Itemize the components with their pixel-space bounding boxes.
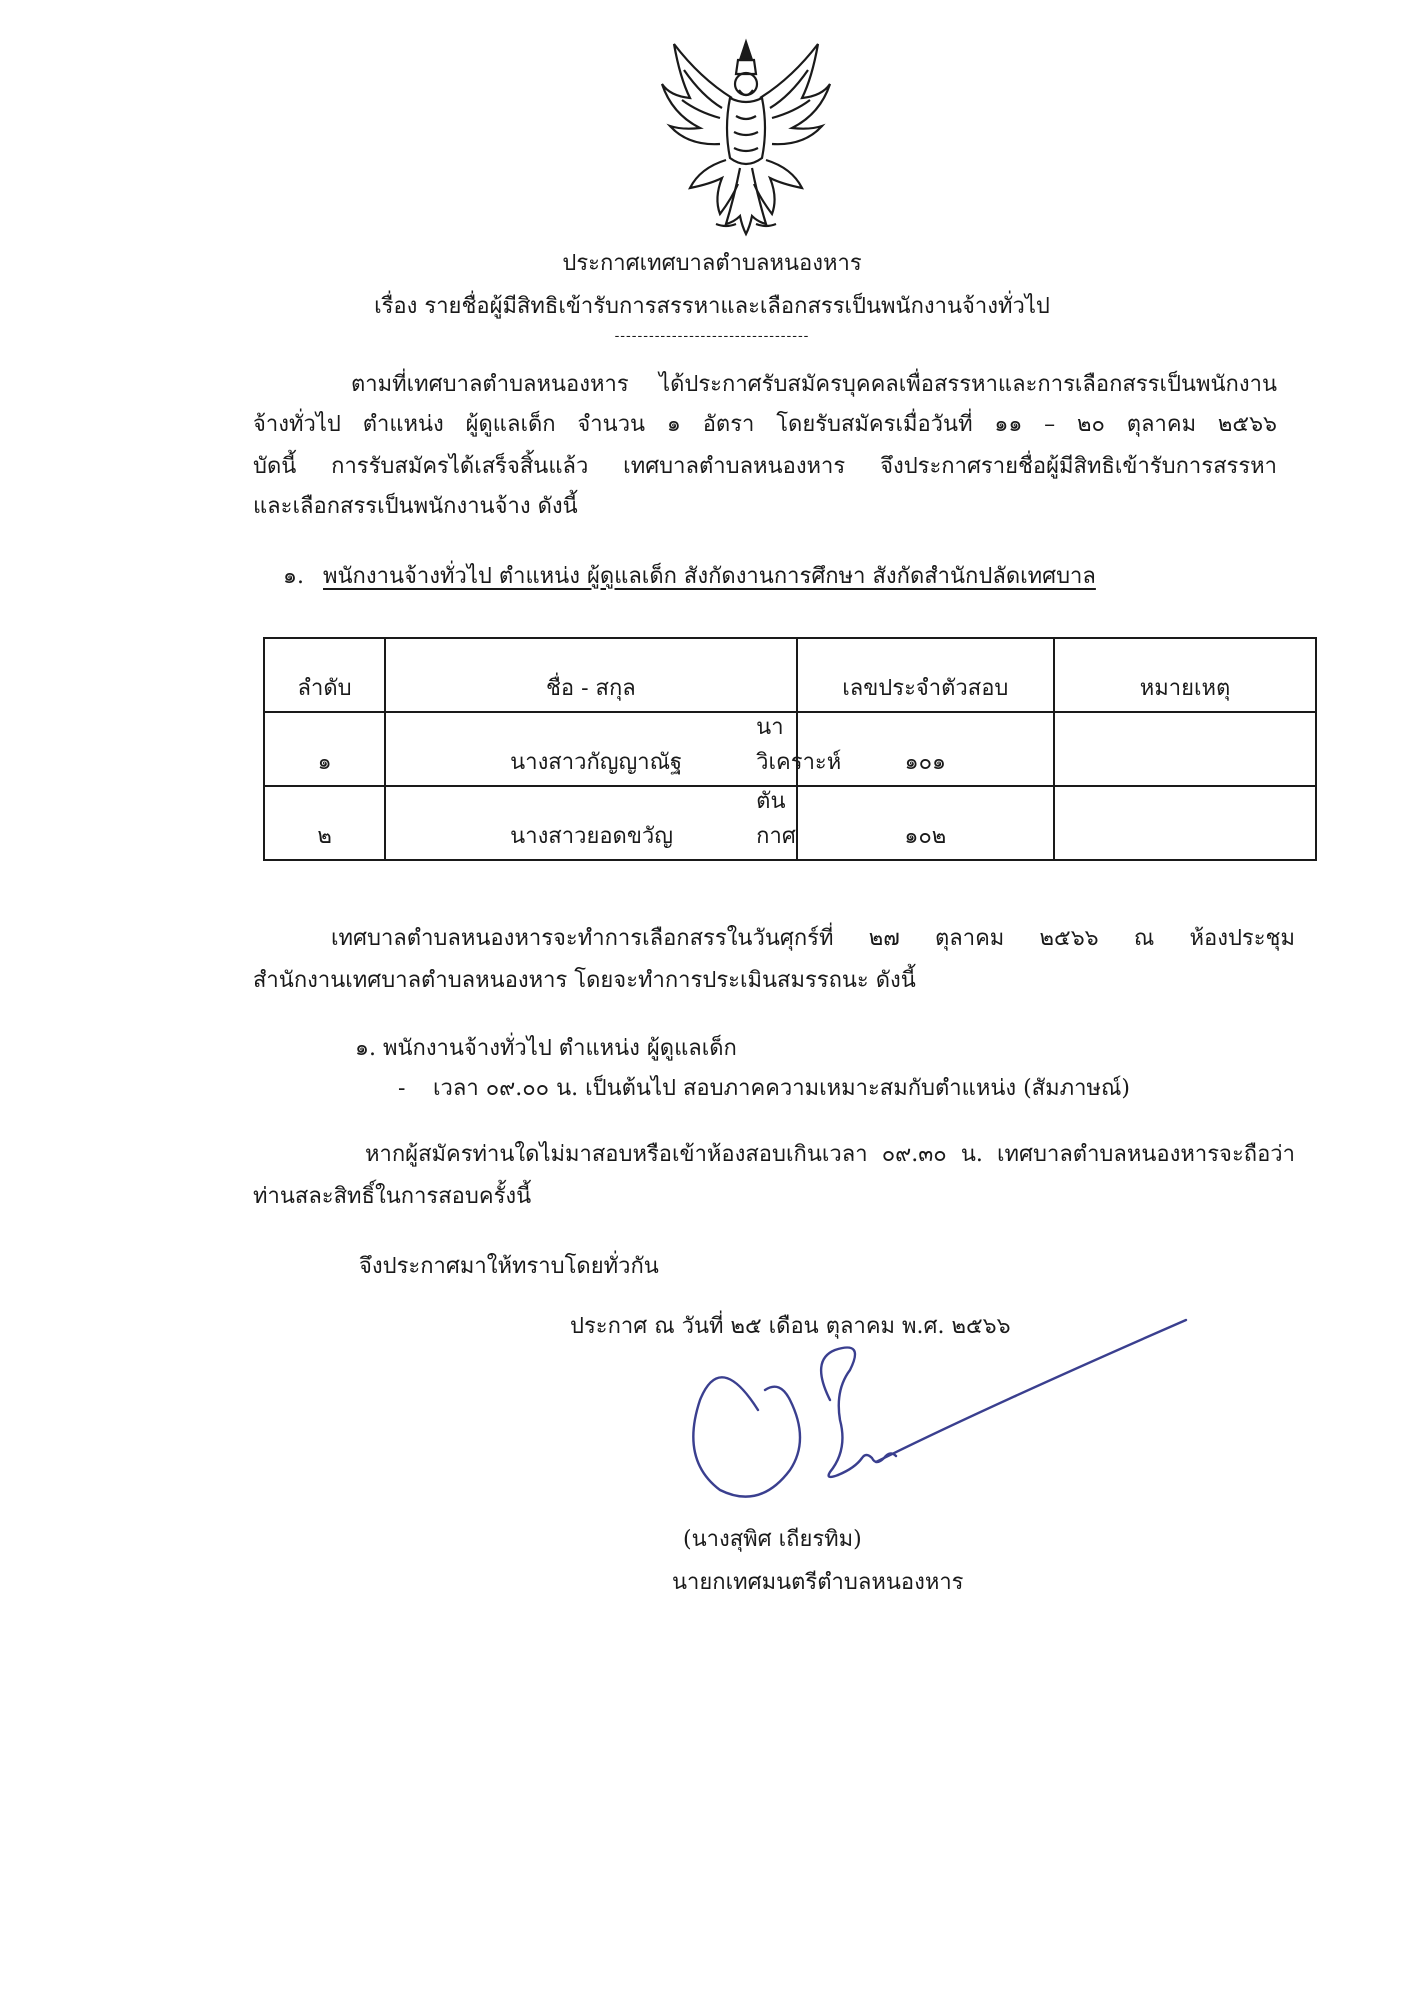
cell-order: ๑ <box>264 712 385 786</box>
closing-date: ประกาศ ณ วันที่ ๒๕ เดือน ตุลาคม พ.ศ. ๒๕๖๖ <box>570 1314 1011 1339</box>
column-header-order: ลำดับ <box>264 638 385 712</box>
selection-line-2: สำนักงานเทศบาลตำบลหนองหาร โดยจะทำการประเมินสมรรถนะ ดังนี้ <box>253 968 916 993</box>
signature-icon <box>680 1290 1200 1520</box>
cell-exam-id: ๑๐๒ <box>797 786 1055 860</box>
intro-line-2: จ้างทั่วไป ตำแหน่ง ผู้ดูแลเด็ก จำนวน ๑ อัตรา โดยรับสมัครเมื่อวันที่ ๑๑ – ๒๐ ตุลาคม ๒๕๖๖ <box>253 412 1277 437</box>
intro-line-1: ตามที่เทศบาลตำบลหนองหาร ได้ประกาศรับสมัครบุคคลเพื่อสรรหาและการเลือกสรรเป็นพนักงาน <box>351 372 1277 397</box>
selection-item-detail: เวลา ๐๙.๐๐ น. เป็นต้นไป สอบภาคความเหมาะสมกับตำแหน่ง (สัมภาษณ์) <box>433 1076 1130 1101</box>
candidate-table <box>263 637 1317 861</box>
closing-announce: จึงประกาศมาให้ทราบโดยทั่วกัน <box>359 1254 659 1279</box>
header-divider: ---------------------------------- <box>614 328 810 344</box>
selection-line-1: เทศบาลตำบลหนองหารจะทำการเลือกสรรในวันศุกร์ที่ ๒๗ ตุลาคม ๒๕๖๖ ณ ห้องประชุม <box>331 926 1295 951</box>
cell-name <box>385 786 796 860</box>
cell-first-name: นางสาวกัญญาณัฐ <box>510 750 683 775</box>
table-row <box>264 786 1316 860</box>
signatory-position: นายกเทศมนตรีตำบลหนองหาร <box>672 1570 964 1595</box>
signatory-name: (นางสุพิศ เถียรทิม) <box>683 1527 862 1552</box>
selection-item-dash: - <box>398 1076 406 1101</box>
cell-last-name: ตันกาศ <box>756 789 796 849</box>
column-header-note: หมายเหตุ <box>1054 638 1316 712</box>
table-header-row <box>264 638 1316 712</box>
absence-line-1: หากผู้สมัครท่านใดไม่มาสอบหรือเข้าห้องสอบเกินเวลา ๐๙.๓๐ น. เทศบาลตำบลหนองหารจะถือว่า <box>365 1142 1295 1167</box>
section-heading: พนักงานจ้างทั่วไป ตำแหน่ง ผู้ดูแลเด็ก สังกัดงานการศึกษา สังกัดสำนักปลัดเทศบาล <box>323 564 1096 589</box>
column-header-name: ชื่อ - สกุล <box>385 638 796 712</box>
cell-note <box>1054 786 1316 860</box>
intro-line-3: บัดนี้ การรับสมัครได้เสร็จสิ้นแล้ว เทศบาลตำบลหนองหาร จึงประกาศรายชื่อผู้มีสิทธิเข้ารับการสรรหา <box>253 454 1277 479</box>
cell-note <box>1054 712 1316 786</box>
cell-last-name: นาวิเคราะห์ <box>756 715 842 775</box>
cell-exam-id: ๑๐๑ <box>797 712 1055 786</box>
section-number: ๑. <box>283 564 304 589</box>
intro-line-4: และเลือกสรรเป็นพนักงานจ้าง ดังนี้ <box>253 494 578 519</box>
selection-item-heading: ๑. พนักงานจ้างทั่วไป ตำแหน่ง ผู้ดูแลเด็ก <box>355 1036 737 1061</box>
document-title: ประกาศเทศบาลตำบลหนองหาร <box>562 251 862 276</box>
column-header-exam-id: เลขประจำตัวสอบ <box>797 638 1055 712</box>
cell-first-name: นางสาวยอดขวัญ <box>510 824 673 849</box>
cell-name <box>385 712 842 786</box>
cell-order: ๒ <box>264 786 385 860</box>
garuda-emblem-icon <box>660 38 832 238</box>
document-subject: เรื่อง รายชื่อผู้มีสิทธิเข้ารับการสรรหาและเลือกสรรเป็นพนักงานจ้างทั่วไป <box>374 294 1050 319</box>
absence-line-2: ท่านสละสิทธิ์ในการสอบครั้งนี้ <box>253 1184 532 1209</box>
table-row <box>264 712 1316 786</box>
